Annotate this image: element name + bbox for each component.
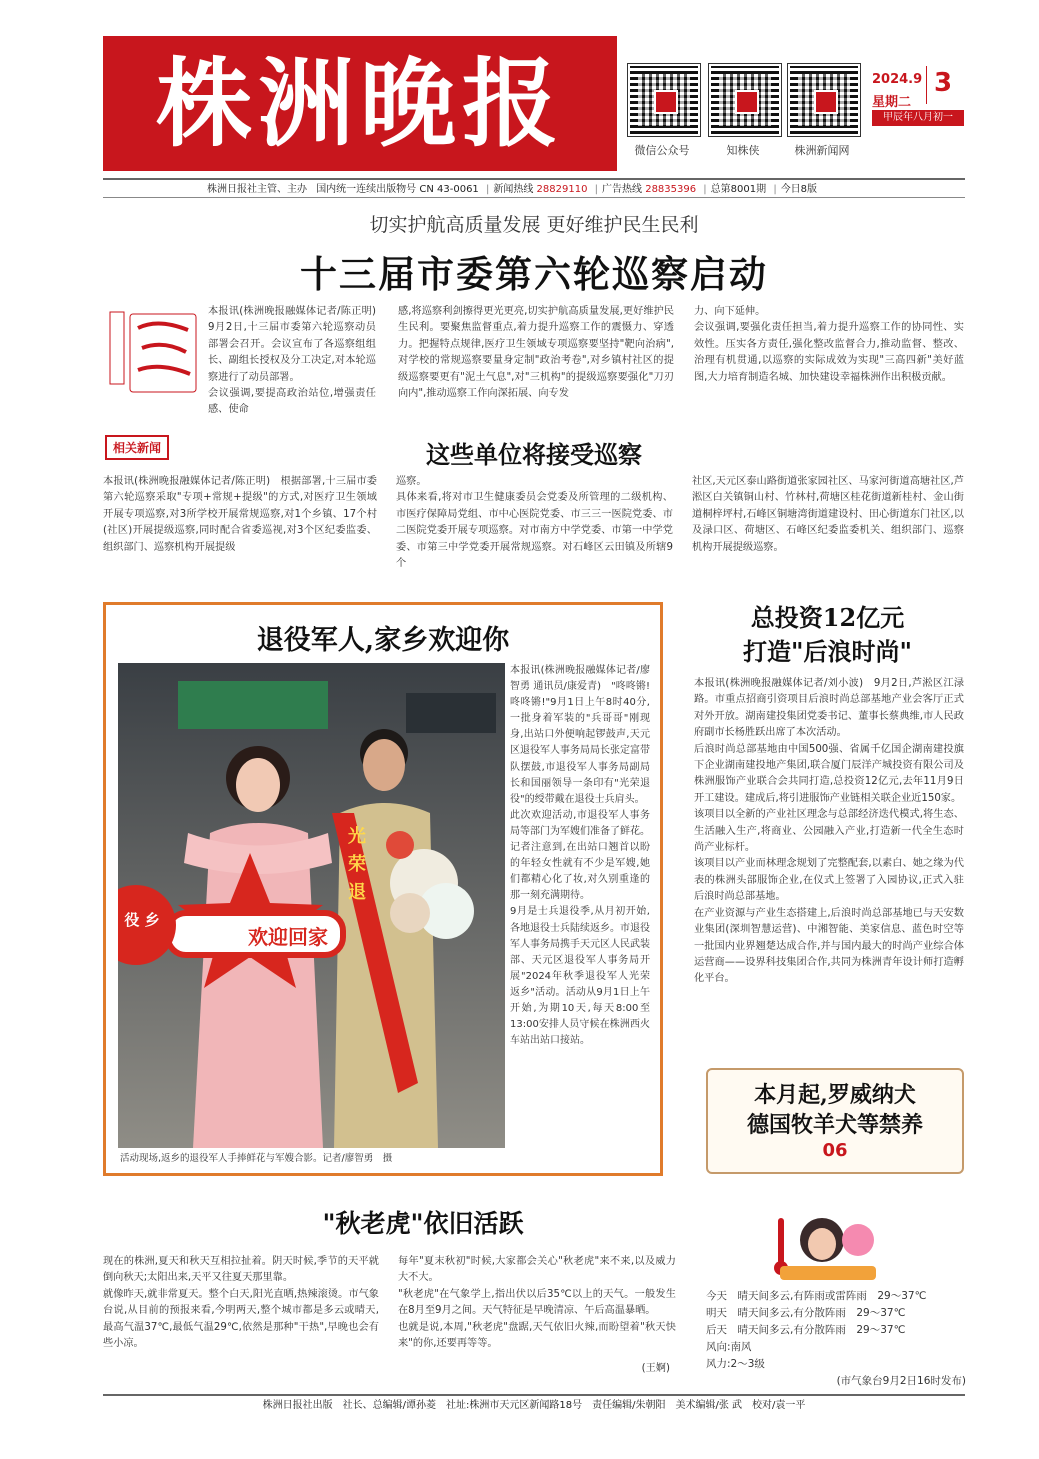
lead-column-3: 力、向下延伸。 会议强调,要强化责任担当,着力提升巡察工作的协同性、实效性。压实各方责任,强化整改监督合力,推动监督、整改、治理有机贯通,以巡察的实际成效为实现"三高四新"美好蓝图,大力培育制造名城、加快建设幸福株洲作出积极贡献。 (694, 306, 964, 383)
lead-column-2: 感,将巡察利剑擦得更光更亮,切实护航高质量发展,更好维护民生民利。要聚焦监督重点,着力提升巡察工作的震慑力、穿透力。把握特点规律,医疗卫生领域专项巡察要坚持"靶向治病",对学校的常规巡察要量身定制"政治考卷",对乡镇村社区的提级巡察要更有"泥土气息",对"三机构"的提级巡察要强化"刀刃向内",推动巡察工作向深拓展、向专发 (398, 306, 674, 400)
footer: 株洲日报社出版 社长、总编辑/谭孙菱 社址:株洲市天元区新闻路18号 责任编辑/朱朝阳 美术编辑/张 武 校对/袁一平 (103, 1394, 965, 1414)
lead-headline: 十三届市委第六轮巡察启动 (300, 252, 768, 296)
wind-direction-value: 南风 (730, 1341, 752, 1353)
info-bar: 株洲日报社主管、主办 国内统一连续出版物号 CN 43-0061 | 新闻热线 28829110 | 广告热线 28835396 | 总第8001期 | 今日8版 (103, 178, 965, 198)
cn-number: 国内统一连续出版物号 CN 43-0061 (316, 184, 479, 195)
invest-headline-2: 打造"后浪时尚" (742, 637, 912, 666)
photo-caption: 活动现场,返乡的退役军人手捧鲜花与军嫂合影。记者/廖智勇 摄 (120, 1153, 393, 1164)
qr-label: 微信公众号 (634, 144, 690, 157)
feature-body: 本报讯(株洲晚报融媒体记者/廖智勇 通讯员/康爱青) "咚咚锵!咚咚锵!"9月1日上午8时40分,一批身着军装的"兵哥哥"刚现身,出站口外便响起锣鼓声,天元区退役军人事务局局长张定富带队摆鼓,市退役军人事务局副局长和国丽领导一条印有"光荣退役"的绶带戴在退役士兵肩头。 此次欢迎活动,市退役军人事务局等部门为军嫂们准备了鲜花。记者注意到,在出站口翘首以盼的年轻女性就有不少是军嫂,她们都精心化了妆,对久别重逢的那一刻充满期待。 9月是士兵退役季,从月初开始,各地退役士兵陆续返乡。市退役军人事务局携手天元区人民武装部、天元区退役军人事务局开展"2024年秋季退役军人光荣返乡"活动。活动从9月1日上午开始,为期10天,每天8:00至13:00安排人员守候在株洲西火车站出站口接站。 (510, 665, 650, 1047)
tiger-column-1: 现在的株洲,夏天和秋天互相拉扯着。阴天时候,季节的天平就倒向秋天;太阳出来,天平又往夏天那里靠。 就像昨天,就非常夏天。整个白天,阳光直晒,热辣滚烫。市气象台说,从目前的预报来看,今明两天,整个城市都是多云或晴天,最高气温37℃,最低气温29℃,依然是那种"干热",早晚也会有些小凉。 (103, 1256, 379, 1350)
qr-label: 知株侠 (726, 144, 760, 157)
related-news-tag: 相关新闻 (105, 435, 169, 460)
weekday: 星期二 (872, 95, 912, 110)
feature-headline: 退役军人,家乡欢迎你 (256, 625, 510, 656)
date-divider (926, 66, 927, 104)
qr-label: 株洲新闻网 (794, 144, 850, 157)
dog-ban-teaser[interactable] (706, 1068, 964, 1174)
page-count: 今日8版 (780, 184, 818, 195)
ad-label: 广告热线 (602, 184, 643, 195)
related-column-1: 本报讯(株洲晚报融媒体记者/陈正明) 根据部署,十三届市委第六轮巡察采取"专项+常规+提级"的方式,对医疗卫生领域开展专项巡察,对3所学校开展常规巡察,对1个乡镇、17个村(社区)开展提级巡察,同时配合省委巡视,对3个区纪委监委、组织部门、巡察机构开展提级 (103, 476, 377, 553)
weather-forecast (706, 1288, 966, 1390)
issue-count: 总第8001期 (710, 184, 767, 195)
weather-source: (市气象台9月2日16时发布) (836, 1375, 966, 1387)
weather-row-tomorrow (706, 1305, 966, 1322)
related-column-2: 巡察。 具体来看,将对市卫生健康委员会党委及所管理的二级机构、市医疗保障局党组、市中心医院党委、市三三一医院党委、市二医院党委开展专项巡察。对市南方中学党委、市第一中学党委、市第三中学党委开展常规巡察。对石峰区云田镇及所辖9个 (396, 476, 673, 570)
dog-ban-line-2: 德国牧羊犬等禁养 (746, 1112, 923, 1138)
publisher: 株洲日报社主管、主办 (207, 184, 307, 195)
photo-sash-text: 光荣退 (348, 826, 366, 903)
column-seal-logo (108, 308, 202, 398)
weather-day: 今天 (706, 1290, 727, 1302)
invest-body: 本报讯(株洲晚报融媒体记者/刘小波) 9月2日,芦淞区江渌路。市重点招商引资项目后浪时尚总部基地产业会客厅正式对外开放。湖南建投集团党委书记、董事长蔡典维,市人民政府副市长杨胜跃出席了本次活动。 后浪时尚总部基地由中国500强、省属千亿国企湖南建投旗下企业湖南建投地产集团,联合厦门辰洋产城投资有限公司及株洲服饰产业联合会共同打造,总投资12亿元,去年11月9日开工建设。建成后,将引进服饰产业链相关联企业近150家。 该项目以全新的产业社区理念与总部经济迭代模式,将生态、生活融入生产,将商业、公园融入产业,打造新一代全生态时尚产业标杆。 该项目以产业而林理念规划了完整配套,以素白、她之缘为代表的株洲头部服饰企业,在仪式上签署了入园协议,正式入驻后浪时尚总部基地。 在产业资源与产业生态搭建上,后浪时尚总部基地已与天安数业集团(深圳智慧运营)、中湘智能、美家信息、蓝色时空等一批国内业界翘楚达成合作,并与国内最大的时尚产业综合体运营商——设界科技集团合作,共同为株洲青年设计师打造孵化平台。 (694, 678, 964, 985)
wind-force-label: 风力: (706, 1358, 731, 1370)
tiger-author: (王婀) (641, 1363, 670, 1374)
newspaper-name: 株洲晚报 (156, 47, 564, 160)
hotline-label: 新闻热线 (493, 184, 534, 195)
news-hotline: 28829110 (536, 184, 588, 195)
weather-row-day-after (706, 1322, 966, 1339)
related-headline: 这些单位将接受巡察 (426, 440, 642, 469)
weather-mascot-icon (770, 1210, 880, 1285)
feature-photo[interactable] (118, 663, 505, 1148)
photo-welcome-board: 欢迎回家 (248, 925, 328, 949)
wind-direction (706, 1339, 966, 1356)
weather-day: 明天 (706, 1307, 727, 1319)
qr-code-icon (788, 64, 860, 136)
dog-ban-line-1: 本月起,罗威纳犬 (754, 1082, 916, 1108)
weather-row-today (706, 1288, 966, 1305)
lunar-date: 甲辰年八月初一 (872, 110, 964, 126)
qr-code-icon (628, 64, 700, 136)
invest-headline-1: 总投资12亿元 (750, 603, 905, 632)
wind-force (706, 1356, 966, 1373)
lead-kicker: 切实护航高质量发展 更好维护民生民利 (369, 214, 699, 236)
qr-code-icon (709, 64, 781, 136)
qr-code-wechat[interactable] (628, 64, 707, 158)
weather-day: 后天 (706, 1324, 727, 1336)
weather-temp: 29～37℃ (856, 1307, 906, 1319)
qr-code-news-site[interactable] (788, 64, 867, 158)
dog-ban-page: 06 (822, 1140, 848, 1161)
page-number: 3 (934, 68, 953, 98)
weather-temp: 29～37℃ (856, 1324, 906, 1336)
issue-date-block (872, 72, 922, 110)
photo-board-small: 役 乡 (124, 911, 160, 929)
tiger-column-2: 每年"夏末秋初"时候,大家都会关心"秋老虎"来不来,以及威力大不大。 "秋老虎"在气象学上,指出伏以后35℃以上的天气。一般发生在8月至9月之间。天气特征是早晚清凉、午后高温暴晒。 也就是说,本周,"秋老虎"盘踞,天气依旧火辣,而盼望着"秋天快来"的你,还要再等等。 (398, 1256, 676, 1350)
weather-desc: 晴天间多云,有分散阵雨 (737, 1324, 846, 1336)
weather-desc: 晴天间多云,有分散阵雨 (737, 1307, 846, 1319)
lead-column-1: 本报讯(株洲晚报融媒体记者/陈正明) 9月2日,十三届市委第六轮巡察动员部署会召开。会议宣布了各巡察组组长、副组长授权及分工决定,对本轮巡察进行了动员部署。 会议强调,要提高政治站位,增强责任感、使命 (208, 306, 376, 416)
wind-force-value: 2～3级 (730, 1358, 765, 1370)
weather-temp: 29～37℃ (877, 1290, 927, 1302)
wind-direction-label: 风向: (706, 1341, 731, 1353)
masthead (103, 36, 617, 171)
weather-desc: 晴天间多云,有阵雨或雷阵雨 (737, 1290, 867, 1302)
ad-hotline: 28835396 (645, 184, 697, 195)
tiger-headline: "秋老虎"依旧活跃 (322, 1209, 524, 1238)
issue-date: 2024.9 (872, 72, 923, 87)
related-column-3: 社区,天元区泰山路街道张家园社区、马家河街道高塘社区,芦淞区白关镇铜山村、竹林村,荷塘区桂花街道新桂村、金山街道桐梓坪村,石峰区铜塘湾街道建设村、田心街道东门社区,以及渌口区、荷塘区、石峰区纪委监委机关、组织部门、巡察机构开展提级巡察。 (692, 476, 964, 553)
